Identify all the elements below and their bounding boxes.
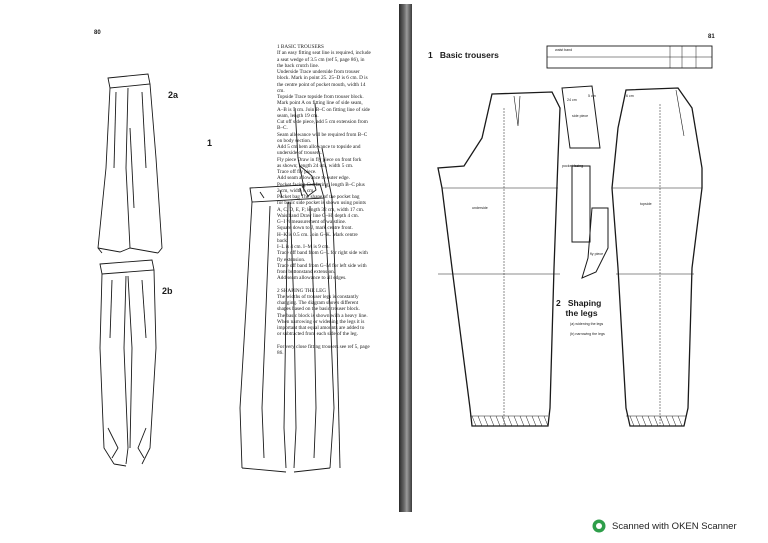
text-line: as shown; length 24 cm, width 5 cm.: [277, 162, 354, 169]
text-line: a seat wedge of 3.5 cm (ref 5, page 86), in: [277, 56, 365, 63]
scanner-watermark: [592, 519, 737, 533]
text-line: changing. The diagram shows different: [277, 300, 359, 306]
figure-2b-drawing: [100, 260, 156, 466]
text-line: underside of trousers.: [277, 150, 322, 157]
text-line: 1 BASIC TROUSERS: [277, 44, 324, 50]
underside-outline: [438, 92, 560, 426]
text-line: Waistband Draw line G–H, depth 4 cm.: [277, 212, 359, 219]
pattern-drafts: [412, 8, 734, 513]
text-line: block. Mark in point 25. 25–D is 6 cm. D is: [277, 75, 368, 82]
text-line: H–K is 0.5 cm. Join G–K. Mark centre: [277, 231, 358, 238]
text-line: Seam allowance will be required from B–C: [277, 131, 368, 138]
dimension-6cm: 6 cm: [626, 94, 634, 98]
dimension-5cm: 5 cm: [588, 94, 596, 98]
underside-label: underside: [472, 206, 488, 210]
figure-label-2a: 2a: [168, 90, 179, 100]
text-line: When narrowing or widening the legs it is: [277, 318, 365, 325]
text-line: Topside Trace topside from trouser block.: [277, 94, 364, 100]
book-gutter: [399, 4, 412, 512]
text-line: fly extension.: [277, 256, 306, 263]
waistband-label: waist band: [555, 48, 573, 52]
section-2-title-line1: Shaping: [567, 298, 602, 308]
text-line: 86.: [277, 349, 284, 356]
text-line: Trace off band from G–M for left side with: [277, 262, 367, 269]
text-line: front buttonstand extension.: [277, 269, 336, 275]
text-line: on body section.: [277, 137, 312, 144]
text-line: Trace off fly piece.: [277, 169, 317, 175]
text-line: seam, length 19 cm.: [277, 112, 319, 119]
figure-2a-drawing: [98, 74, 162, 253]
text-line: A, C, D, E, F; length 32 cm, width 17 cm.: [277, 206, 365, 213]
text-line: The basic block is shown with a heavy line.: [277, 312, 368, 319]
left-page-number: 80: [94, 30, 101, 36]
side-piece-label: side piece: [572, 114, 589, 118]
text-line: the centre point of pocket mouth, width 14: [277, 81, 366, 88]
topside-label: topside: [640, 202, 652, 206]
right-page: [412, 8, 734, 513]
right-page-number: 81: [708, 34, 715, 40]
text-line: Add seam allowance to all edges.: [277, 275, 347, 282]
section-2-heading: [556, 298, 601, 318]
text-line: For very close fitting trousers see ref 5, page: [277, 343, 370, 350]
legend-narrowing: (b) narrowing the legs: [570, 332, 605, 336]
text-line: important that equal amounts are added to: [277, 325, 365, 331]
text-line: The widths of trouser legs is constantly: [277, 293, 359, 300]
text-line: 2 cm, width 6 cm.: [277, 187, 315, 194]
figure-label-1: 1: [207, 138, 213, 148]
section-2-number: 2: [556, 298, 561, 308]
fly-piece-label: fly piece: [590, 252, 604, 256]
text-line: Add 5 cm hem allowance to topside and: [277, 144, 361, 150]
legend-widening: (a) widening the legs: [570, 322, 604, 326]
text-line: cm.: [277, 87, 285, 94]
text-line: Add seam allowance to outer edge.: [277, 175, 350, 182]
text-line: If an easy fitting seat line is required, include: [277, 50, 371, 57]
pocket-facing-label: pocket facing: [562, 164, 584, 168]
text-line: I–L is 4 cm. I–M is 9 cm.: [277, 244, 330, 250]
text-line: Mark point A on fitting line of side seam,: [277, 100, 363, 107]
text-line: Pocket facing Cut facing, length B–C plus: [277, 181, 365, 188]
text-line: shapes based on the basic trouser block.: [277, 306, 360, 313]
left-page: [70, 18, 400, 514]
text-line: Square down to J, mark centre front.: [277, 225, 353, 232]
oken-logo-icon: [592, 519, 606, 533]
section-1-title: Basic trousers: [439, 50, 499, 60]
section-1-number: 1: [428, 50, 433, 60]
section-2-title-line2: the legs: [565, 308, 598, 318]
text-line: for basic side pocket is shown using points: [277, 200, 366, 207]
text-line: B–C.: [277, 125, 288, 132]
text-line: the back crutch line.: [277, 62, 320, 69]
text-line: G–I ½ measurement of waistline.: [277, 219, 347, 225]
text-line: Fly piece Draw in fly piece on front fork: [277, 156, 362, 163]
dimension-24cm: 24 cm: [567, 98, 577, 102]
text-line: Pocket bag The shape of the pocket bag: [277, 194, 360, 200]
text-line: Underside Trace underside from trouser: [277, 69, 360, 75]
watermark-text: Scanned with OKEN Scanner: [612, 520, 737, 532]
figure-label-2b: 2b: [162, 286, 173, 296]
text-line: back.: [277, 237, 289, 244]
text-line: A–B is 5 cm. Join B–C on fitting line of side: [277, 106, 370, 113]
text-line: or subtracted from each side of the leg.: [277, 331, 358, 338]
text-line: Trace off band from G–L for right side with: [277, 250, 368, 257]
text-line: 2 SHAPING THE LEG: [277, 287, 327, 294]
body-text-column: [277, 44, 395, 356]
text-line: Cut off side piece, add 5 cm extension from: [277, 119, 368, 125]
topside-outline: [612, 88, 702, 426]
